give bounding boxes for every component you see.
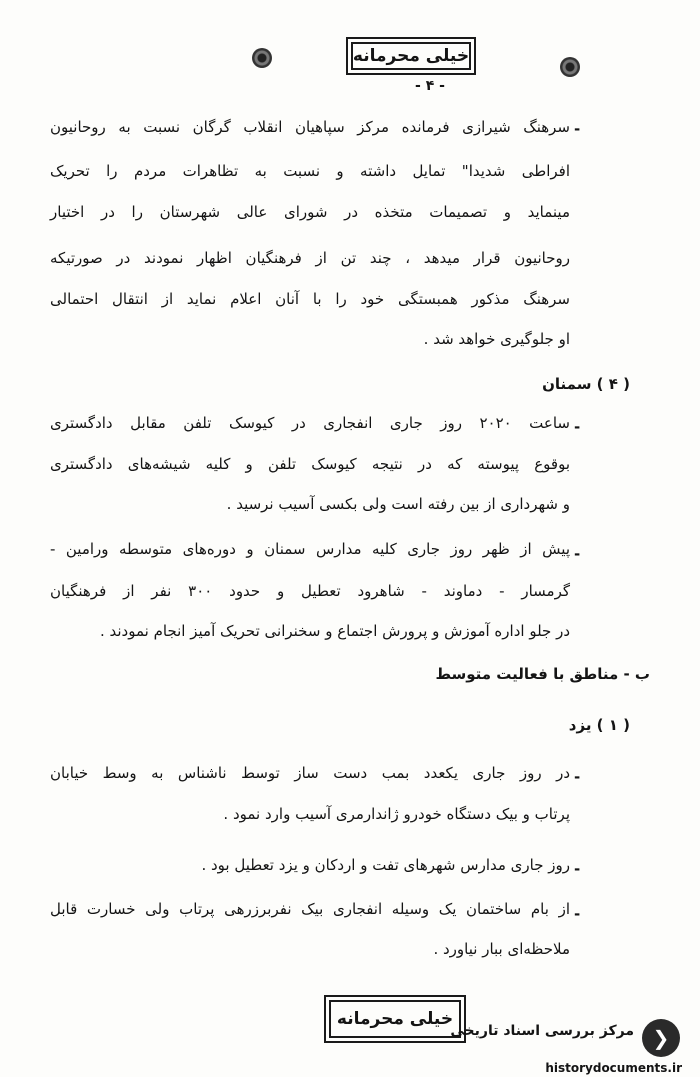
section-heading-semnan: ( ۴ ) سمنان	[542, 375, 630, 393]
watermark-url: historydocuments.ir	[545, 1061, 682, 1075]
text-line: سرهنگ مذکور همبستگی خود را با آنان اعلام نماید از انتقال احتمالی	[50, 290, 570, 308]
text-line: روز جاری مدارس شهرهای تفت و اردکان و یزد تعطیل بود .	[201, 856, 570, 874]
classification-stamp-top: خیلی محرمانه	[346, 37, 476, 75]
watermark-logo	[450, 1015, 700, 1077]
text-line: افراطی شدیدا" تمایل داشته و نسبت به تظاهرات مردم را تحریک	[50, 162, 570, 180]
text-line: ساعت ۲۰۲۰ روز جاری انفجاری در کیوسک تلفن مقابل دادگستری	[50, 414, 570, 432]
bullet: -	[574, 905, 581, 923]
bullet: -	[574, 860, 581, 878]
text-line: ملاحظه‌ای ببار نیاورد .	[433, 940, 570, 958]
classification-stamp-bottom: خیلی محرمانه	[324, 995, 466, 1043]
page-number: - ۴ -	[415, 78, 445, 94]
text-line: پرتاب و بیک دستگاه خودرو ژاندارمری آسیب وارد نمود .	[223, 805, 570, 823]
text-line: بوقوع پیوسته که در نتیجه کیوسک تلفن و کلیه شیشه‌های دادگستری	[50, 455, 570, 473]
punch-hole-left	[252, 48, 272, 68]
watermark-org-name: مرکز بررسی اسناد تاریخی	[450, 1023, 634, 1039]
text-line: گرمسار - دماوند - شاهرود تعطیل و حدود ۳۰۰ نفر از فرهنگیان	[50, 582, 570, 600]
text-line: پیش از ظهر روز جاری کلیه مدارس سمنان و دوره‌های متوسطه ورامین -	[50, 540, 570, 558]
text-line: مینماید و تصمیمات متخذه در شورای عالی شهرستان را در اختیار	[50, 203, 570, 221]
text-line: او جلوگیری خواهد شد .	[423, 330, 570, 348]
text-line: از بام ساختمان یک وسیله انفجاری بیک نفربرزرهی پرتاب ولی خسارت قابل	[50, 900, 570, 918]
section-heading-yazd: ( ۱ ) یزد	[568, 716, 630, 734]
archive-logo-icon: ❯	[642, 1019, 680, 1057]
section-heading-b: ب - مناطق با فعالیت متوسط	[435, 665, 650, 683]
text-line: روحانیون قرار میدهد ، چند تن از فرهنگیان اظهار نمودند در صورتیکه	[50, 249, 570, 267]
text-line: در جلو اداره آموزش و پرورش اجتماع و سخنرانی تحریک آمیز انجام نمودند .	[99, 622, 570, 640]
bullet: -	[574, 418, 581, 436]
text-line: سرهنگ شیرازی فرمانده مرکز سپاهیان انقلاب گرگان نسبت به روحانیون	[50, 118, 570, 136]
punch-hole-right	[560, 57, 580, 77]
bullet: -	[574, 768, 581, 786]
text-line: در روز جاری یکعدد بمب دست ساز توسط ناشناس به وسط خیابان	[50, 764, 570, 782]
text-line: و شهرداری از بین رفته است ولی بکسی آسیب نرسید .	[226, 495, 570, 513]
bullet: -	[574, 545, 581, 563]
bullet: -	[574, 120, 581, 138]
